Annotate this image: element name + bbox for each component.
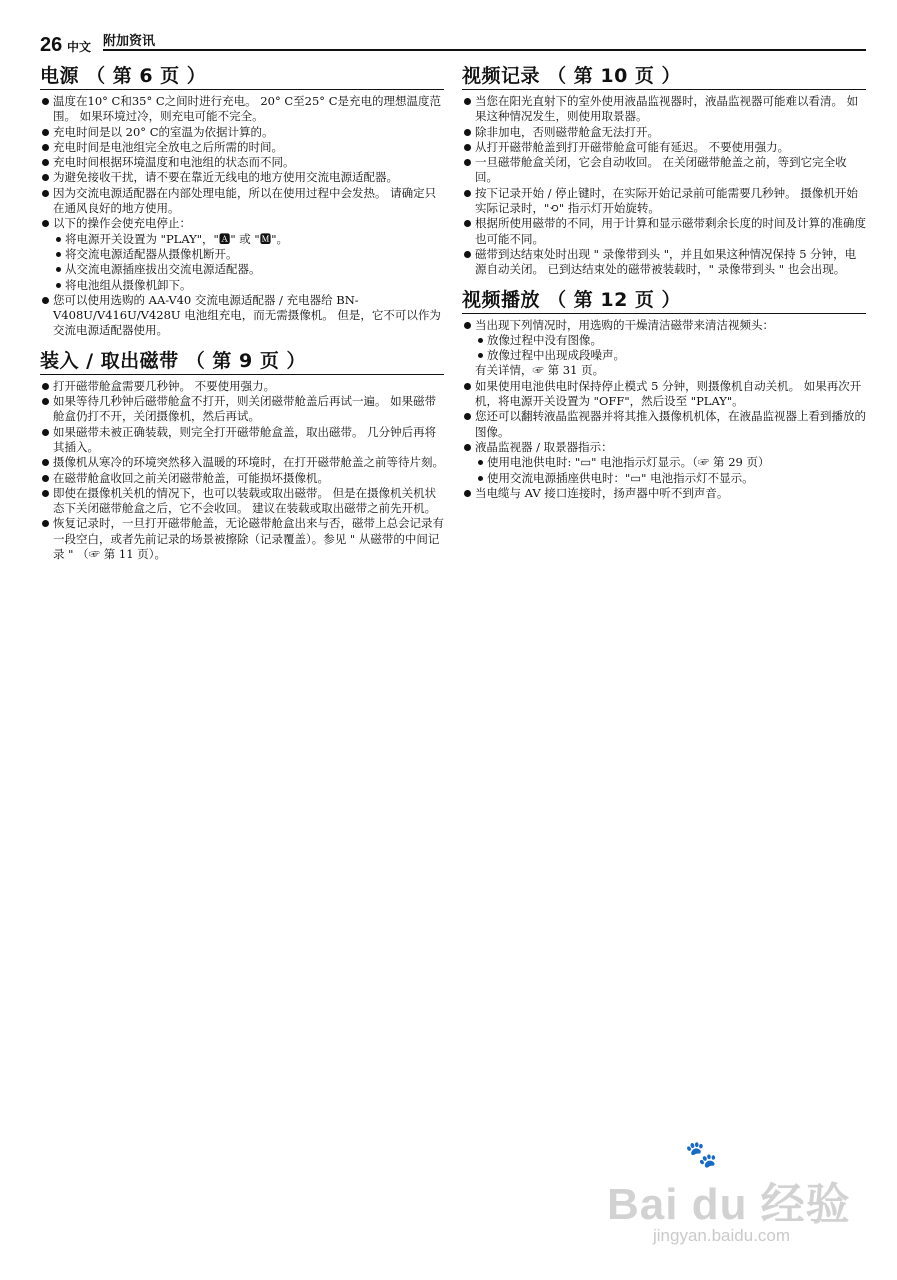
list-item: [40, 394, 444, 425]
list-item-text: 从打开磁带舱盖到打开磁带舱盒可能有延迟。 不要使用强力。: [475, 139, 790, 154]
section-title: 视频播放 （ 第 12 页 ）: [462, 288, 866, 314]
list-item: [462, 363, 866, 378]
list-item-text: 当出现下列情况时，用选购的干燥清洁磁带来清洁视频头：: [475, 317, 774, 332]
list-item-text: 如果使用电池供电时保持停止模式 5 分钟，则摄像机自动关机。 如果再次开机，将电源开关设置为 "OFF"，然后设至 "PLAY"。: [475, 378, 862, 409]
list-item: [40, 471, 444, 486]
list-item-text: 因为交流电源适配器在内部处理电能，所以在使用过程中会发热。 请确定只在通风良好的地方使用。: [53, 185, 437, 216]
paw-icon: 🐾: [685, 1140, 718, 1170]
list-item-text: 以下的操作会使充电停止：: [53, 216, 191, 231]
bullet-list: [462, 318, 866, 502]
list-item: [462, 125, 866, 140]
list-item: [40, 379, 444, 394]
list-item: [40, 170, 444, 185]
list-item: [40, 293, 444, 339]
list-item: [462, 409, 866, 440]
list-item-text: 为避免接收干扰，请不要在靠近无线电的地方使用交流电源适配器。: [53, 170, 398, 185]
list-item: [462, 440, 866, 486]
list-item-text: 液晶监视器 / 取景器指示：: [475, 439, 613, 454]
list-item: [40, 425, 444, 456]
list-item: [40, 94, 444, 125]
section: [40, 64, 444, 339]
list-item: [40, 516, 444, 562]
section: [462, 288, 866, 502]
sub-list-item: 将交流电源适配器从摄像机断开。: [53, 247, 444, 262]
left-column: [40, 64, 444, 572]
sub-list-item: 放像过程中没有图像。: [475, 333, 866, 348]
list-item-text: 充电时间根据环境温度和电池组的状态而不同。: [53, 155, 295, 170]
list-item-text: 当您在阳光直射下的室外使用液晶监视器时，液晶监视器可能难以看清。 如果这种情况发生，则使用取景器。: [475, 94, 859, 124]
section: [40, 349, 444, 563]
list-item: [462, 94, 866, 125]
list-item-text: 有关详情，☞ 第 31 页。: [475, 363, 605, 378]
list-item-text: 如果等待几秒钟后磁带舱盒不打开，则关闭磁带舱盖后再试一遍。 如果磁带舱盒仍打不开，关闭摄像机，然后再试。: [53, 394, 437, 424]
list-item: [462, 155, 866, 186]
sub-list-item: 使用电池供电时: "▭" 电池指示灯显示。（☞ 第 29 页）: [475, 455, 866, 470]
list-item: [462, 140, 866, 155]
section-label: 附加资讯: [103, 34, 156, 49]
section: [462, 64, 866, 278]
baidu-watermark: [607, 1140, 851, 1250]
sub-list: [53, 232, 444, 293]
sub-list-item: 将电源开关设置为 "PLAY"，"🅰" 或 "🅼"。: [53, 232, 444, 247]
bullet-list: [462, 94, 866, 278]
list-item: [462, 216, 866, 247]
section-title: 视频记录 （ 第 10 页 ）: [462, 64, 866, 90]
list-item-text: 根据所使用磁带的不同，用于计算和显示磁带剩余长度的时间及计算的准确度也可能不同。: [475, 216, 866, 246]
list-item-text: 打开磁带舱盒需要几秒钟。 不要使用强力。: [53, 378, 276, 393]
sub-list-item: 将电池组从摄像机卸下。: [53, 278, 444, 293]
list-item: [40, 486, 444, 517]
list-item-text: 您还可以翻转液晶监视器并将其推入摄像机机体，在液晶监视器上看到播放的图像。: [475, 409, 866, 439]
sub-list-item: 放像过程中出现成段噪声。: [475, 348, 866, 363]
sub-list-item: 使用交流电源插座供电时："▭" 电池指示灯不显示。: [475, 471, 866, 486]
list-item: [40, 216, 444, 292]
list-item-text: 恢复记录时，一旦打开磁带舱盖，无论磁带舱盒出来与否，磁带上总会记录有一段空白，或者先前记录的场景被擦除（记录覆盖）。参见 " 从磁带的中间记录 " （☞ 第 11 页）。: [53, 516, 444, 562]
sub-list: [475, 333, 866, 364]
list-item: [462, 247, 866, 278]
header-rule: [103, 49, 866, 51]
page-number: 26: [40, 34, 63, 56]
page-header: [40, 34, 866, 56]
list-item-text: 您可以使用选购的 AA-V40 交流电源适配器 / 充电器给 BN-V408U/V416U/V428U 电池组充电，而无需摄像机。 但是，它不可以作为交流电源适配器使用。: [53, 292, 441, 338]
list-item: [40, 455, 444, 470]
list-item: [462, 186, 866, 217]
list-item: [462, 486, 866, 501]
list-item-text: 温度在10° C和35° C之间时进行充电。 20° C至25° C是充电的理想温度范围。 如果环境过冷，则充电可能不完全。: [53, 94, 442, 124]
list-item-text: 按下记录开始 / 停止键时，在实际开始记录前可能需要几秒钟。 摄像机开始实际记录时，"⟲" 指示灯开始旋转。: [475, 185, 858, 216]
list-item: [40, 125, 444, 140]
list-item: [462, 318, 866, 364]
list-item-text: 即使在摄像机关机的情况下，也可以装载或取出磁带。 但是在摄像机关机状态下关闭磁带舱盒之后，它不会收回。 建议在装载或取出磁带之前先开机。: [53, 485, 437, 516]
list-item: [40, 155, 444, 170]
list-item-text: 如果磁带未被正确装载，则完全打开磁带舱盒盖，取出磁带。 几分钟后再将其插入。: [53, 424, 437, 454]
sub-list-item: 从交流电源插座拔出交流电源适配器。: [53, 262, 444, 277]
section-title: 电源 （ 第 6 页 ）: [40, 64, 444, 90]
list-item-text: 一旦磁带舱盒关闭，它会自动收回。 在关闭磁带舱盖之前，等到它完全收回。: [475, 155, 847, 185]
list-item: [462, 379, 866, 410]
language-label: 中文: [67, 40, 92, 54]
list-item: [40, 140, 444, 155]
list-item-text: 磁带到达结束处时出现 " 录像带到头 "，并且如果这种情况保持 5 分钟，电源自动关闭。 已到达结束处的磁带被装载时，" 录像带到头 " 也会出现。: [475, 246, 857, 277]
list-item: [40, 186, 444, 217]
list-item-text: 充电时间是以 20° C的室温为依据计算的。: [53, 124, 274, 139]
right-column: [462, 64, 866, 511]
sub-list: [475, 455, 866, 486]
list-item-text: 除非加电，否则磁带舱盒无法打开。: [475, 124, 659, 139]
section-title: 装入 / 取出磁带 （ 第 9 页 ）: [40, 349, 444, 375]
list-item-text: 当电缆与 AV 接口连接时，扬声器中听不到声音。: [475, 485, 729, 500]
list-item-text: 在磁带舱盒收回之前关闭磁带舱盖，可能损坏摄像机。: [53, 470, 329, 485]
bullet-list: [40, 379, 444, 563]
list-item-text: 充电时间是电池组完全放电之后所需的时间。: [53, 139, 283, 154]
watermark-logo-text: Bai du 经验: [607, 1180, 851, 1229]
bullet-list: [40, 94, 444, 339]
list-item-text: 摄像机从寒冷的环境突然移入温暖的环境时，在打开磁带舱盖之前等待片刻。: [53, 455, 444, 470]
watermark-url: jingyan.baidu.com: [653, 1226, 791, 1245]
